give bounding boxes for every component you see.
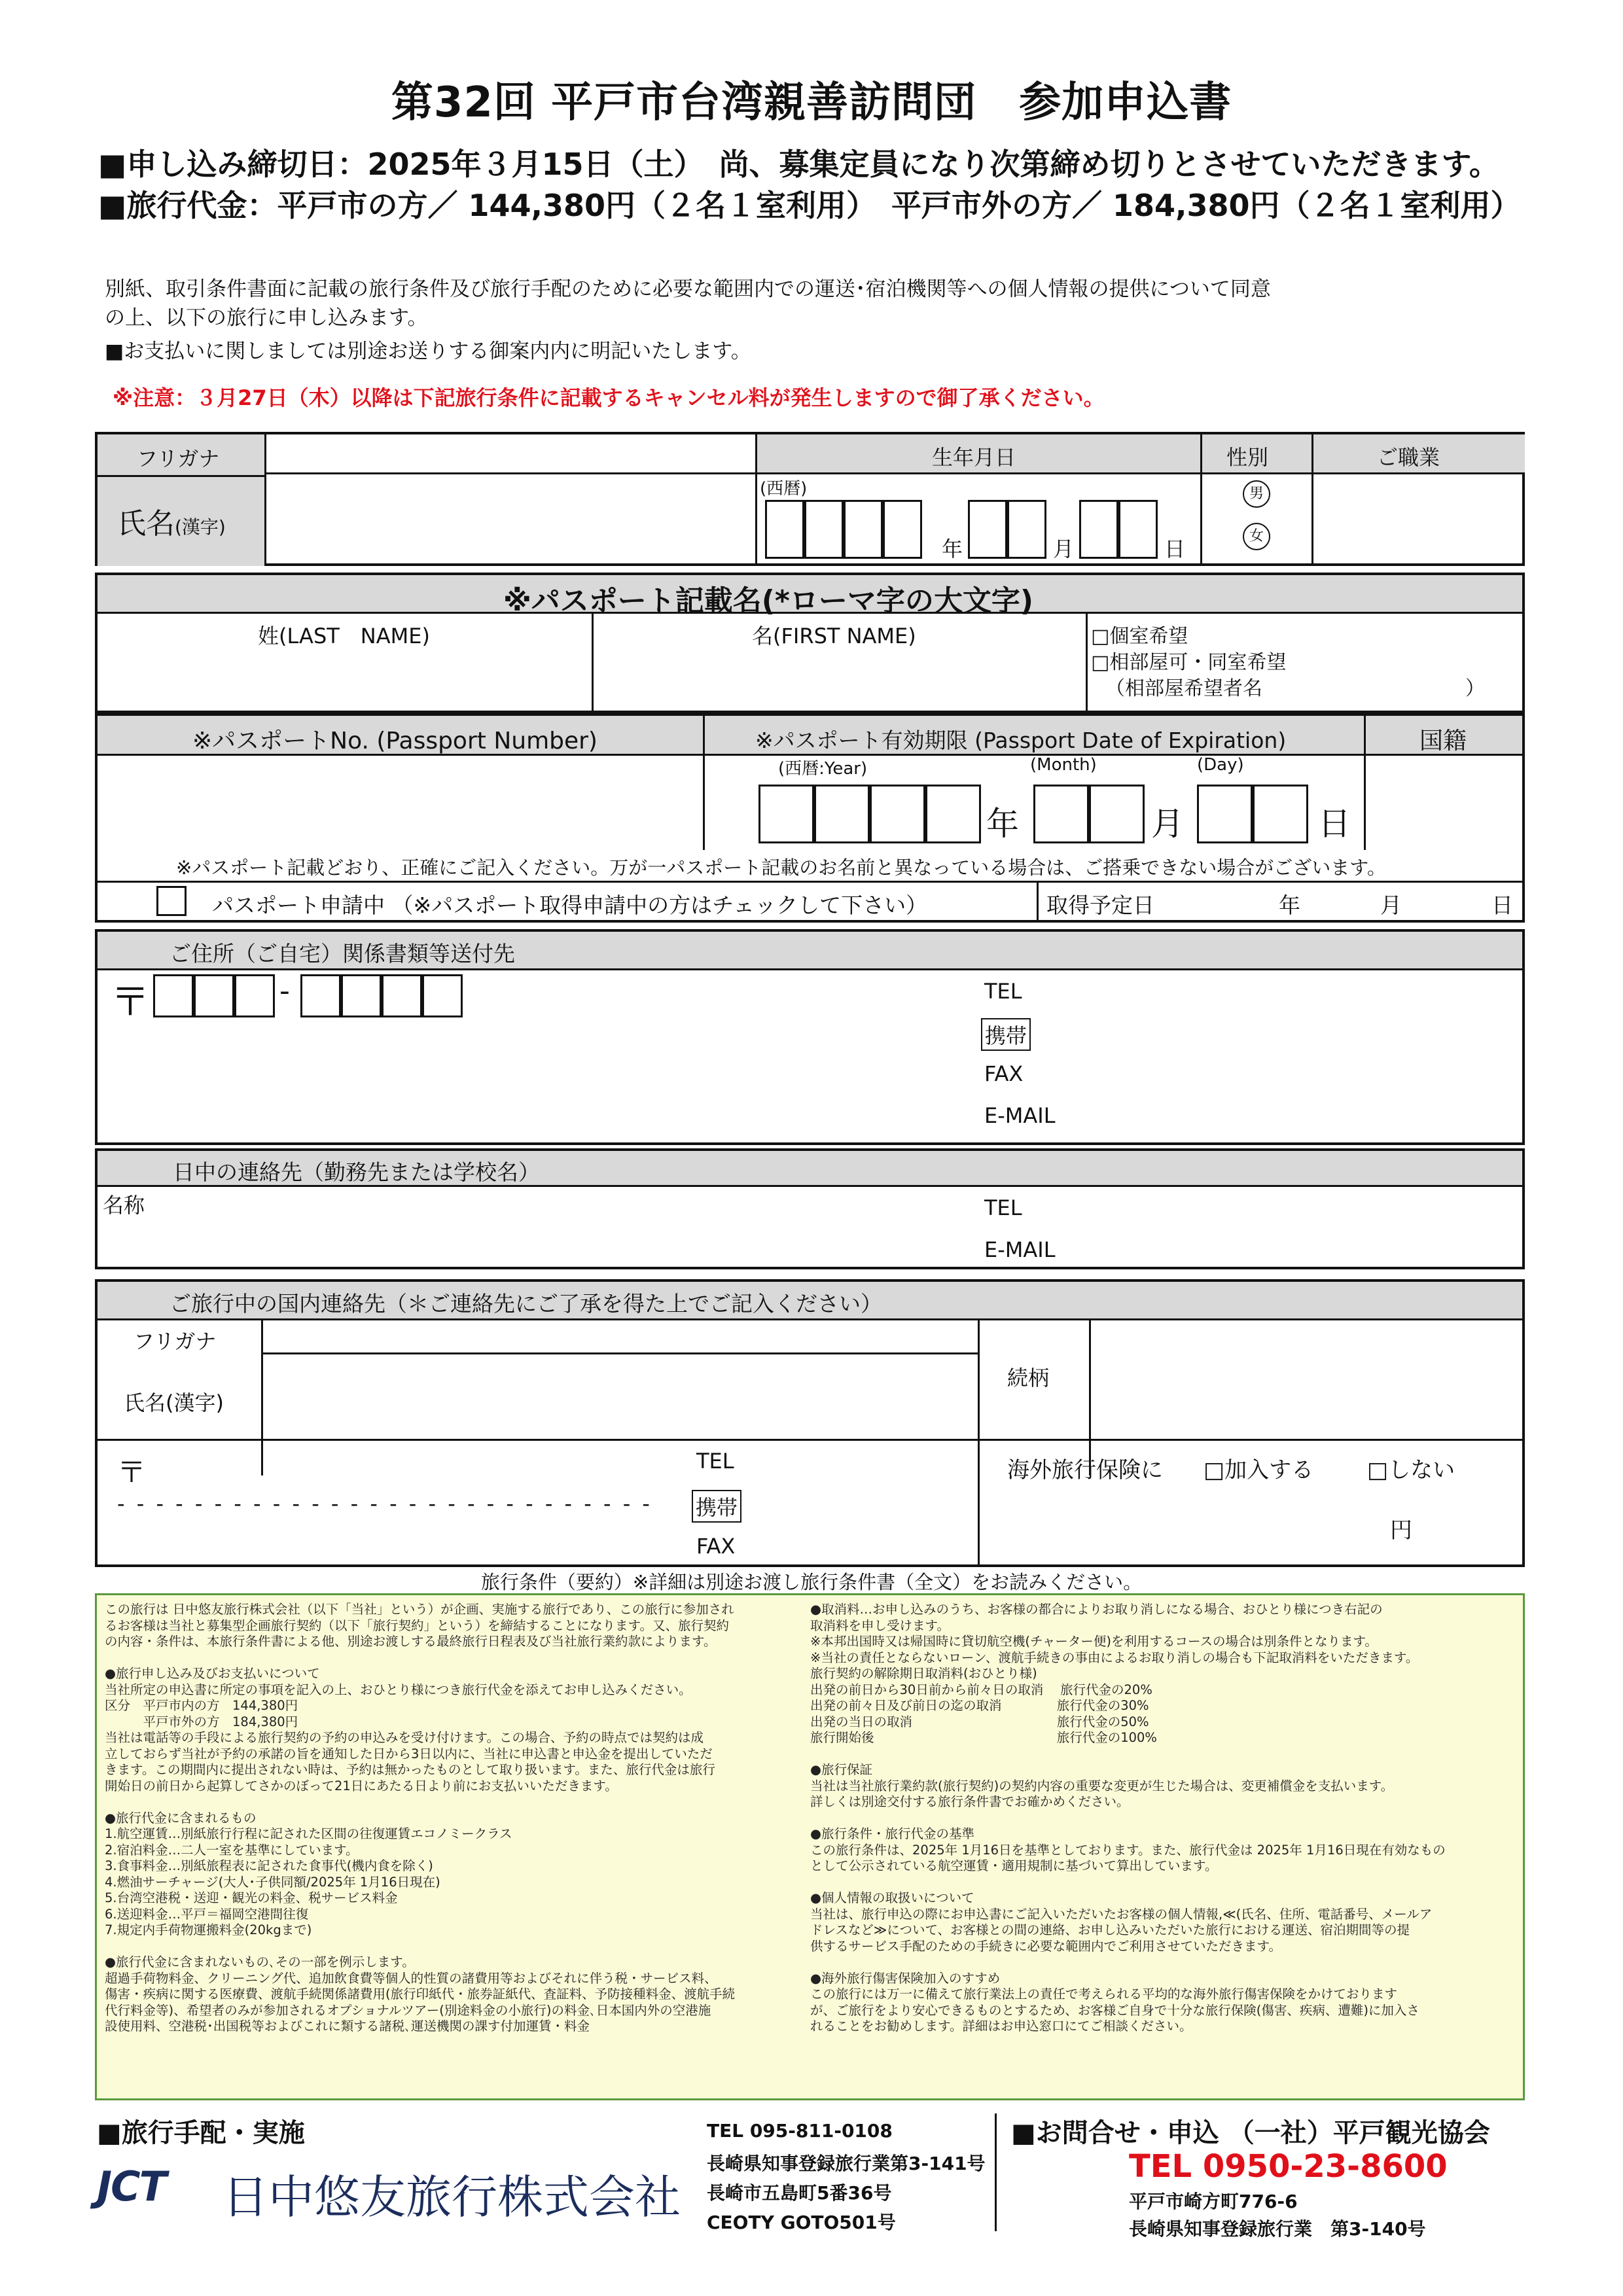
postal-digit-1[interactable] [153, 974, 194, 1017]
exp-year-digit-4[interactable] [925, 785, 981, 843]
postal-digit-7[interactable] [422, 974, 463, 1017]
jct-logo [97, 2163, 208, 2208]
conditions-title: 旅行条件（要約）※詳細は別途お渡し旅行条件書（全文）をお読みください。 [480, 1571, 1143, 1593]
nationality-label: 国籍 [1419, 728, 1467, 754]
planned-month-unit: 月 [1380, 892, 1402, 918]
contact-label: ■お問合せ・申込 （一社）平戸観光協会 [1011, 2118, 1490, 2148]
passport-applying-label: パスポート申請中 （※パスポート取得申請中の方はチェックして下さい） [212, 892, 928, 918]
home-tel-label: TEL [984, 979, 1022, 1004]
domestic-address-dashes: - - - - - - - - - - - - - - - - - - - - - - - - - - - - [117, 1491, 652, 1516]
planned-day-unit: 日 [1491, 892, 1513, 918]
exp-year-unit: 年 [986, 805, 1019, 843]
passport-no-input[interactable] [101, 758, 700, 848]
company-input[interactable] [156, 1189, 968, 1264]
planned-date-label: 取得予定日 [1046, 892, 1154, 918]
gender-label: 性別 [1226, 445, 1269, 470]
birth-month-digit-2[interactable] [1007, 500, 1046, 559]
home-fax-label: FAX [984, 1061, 1024, 1086]
organizer-building: CEOTY GOTO501号 [707, 2212, 896, 2233]
first-name-label: 名(FIRST NAME) [752, 624, 916, 648]
home-address-title: ご住所（ご自宅）関係書類等送付先 [169, 941, 515, 966]
shared-room-checkbox[interactable]: □相部屋可・同室希望 [1091, 651, 1287, 674]
seireki-label: (西暦) [760, 479, 808, 499]
domestic-mobile-label: 携帯 [692, 1490, 741, 1523]
birth-year-digit-3[interactable] [844, 500, 883, 559]
furigana-label: フリガナ [137, 446, 220, 471]
planned-year-unit: 年 [1279, 892, 1300, 918]
organizer-label: ■旅行手配・実施 [97, 2118, 305, 2148]
passport-note: ※パスポート記載どおり、正確にご記入ください。万が一パスポート記載のお名前と異なっている場合は、ご搭乗できない場合がございます。 [176, 857, 1386, 879]
domestic-tel-label: TEL [696, 1449, 734, 1474]
job-input[interactable] [1316, 476, 1522, 563]
domestic-postal-mark: 〒 [117, 1456, 146, 1489]
postal-digit-5[interactable] [341, 974, 382, 1017]
relation-input[interactable] [1094, 1322, 1520, 1436]
exp-year-digit-2[interactable] [814, 785, 870, 843]
contact-tel: TEL 0950-23-8600 [1129, 2148, 1448, 2185]
price-line: ■旅行代金：平戸市の方／ 144,380円（２名１室利用） 平戸市外の方／ 184,380円（２名１室利用） [98, 188, 1521, 223]
company-label: 名称 [103, 1193, 145, 1218]
domestic-furigana-input[interactable] [266, 1322, 974, 1350]
postal-digit-2[interactable] [194, 974, 234, 1017]
furigana-input[interactable] [269, 438, 752, 470]
exp-month-digit-1[interactable] [1033, 785, 1089, 843]
passport-applying-checkbox[interactable] [156, 886, 187, 916]
passport-detail-section [95, 713, 1525, 923]
birth-day-digit-2[interactable] [1118, 500, 1158, 559]
conditions-left-text: この旅行は 日中悠友旅行株式会社（以下「当社」という）が企画、実施する旅行であり、この旅行に参加され るお客様は当社と募集型企画旅行契約（以下「旅行契約」という）を締結することになります。又、旅行契約 の内容・条件は、本旅行条件書による他、別途お渡しする最終旅行日程表及び当社旅行業約款によります。 ●旅行申し込み及びお支払いについて 当社所定の申込書に所定の事項を記入の上、おひとり様につき旅行代金を添えてお申し込みください。 区分 平戸市内の方 144,380円 平戸市外の方 184,380円 当社は電話等の手段による旅行契約の予約の申込みを受け付けます。この場合、予約の時点では契約は成 立しておらず当社が予約の承諾の旨を通知した日から3日以内に、当社に申込書と申込金を提出していただ きます。この期間内に提出されない時は、予約は無かったものとして取り扱います。また、旅行代金は旅行 開始日の前日から起算してさかのぼって21日にあたる日より前にお支払いいただきます。 ●旅行代金に含まれるもの 1.航空運賃…別紙旅行行程に記された区間の往復運賃エコノミークラス 2.宿泊料金…二人一室を基準にしています。 3.食事料金…別紙旅程表に記された食事代(機内食を除く) 4.燃油サーチャージ(大人･子供同額/2025年 1月16日現在) 5.台湾空港税・送迎・観光の料金、税サービス料金 6.送迎料金…平戸＝福岡空港間往復 7.規定内手荷物運搬料金(20kgまで) ●旅行代金に含まれないもの､その一部を例示します。 超過手荷物料金、クリーニング代、追加飲食費等個人的性質の諸費用等およびそれに伴う税・サービス料、 傷害・疾病に関する医療費、渡航手続関係諸費用(旅行印紙代・旅券証紙代、査証料、予防接種料金、渡航手続 代行料金等)、希望者のみが参加されるオプショナルツアー(別途料金の小旅行)の料金､日本国内外の空港施 設使用料、空港税･出国税等およびこれに類する諸税､運送機関の課す付加運賃・料金 [105, 1602, 736, 2034]
home-mobile-label: 携帯 [981, 1018, 1031, 1051]
exp-year-digit-1[interactable] [758, 785, 814, 843]
name-input[interactable] [269, 478, 752, 563]
passport-exp-label: ※パスポート有効期限 (Passport Date of Expiration) [755, 728, 1287, 753]
home-email-label: E-MAIL [984, 1103, 1056, 1128]
exp-day-digit-1[interactable] [1197, 785, 1253, 843]
relation-label: 続柄 [1007, 1366, 1050, 1390]
job-label: ご職業 [1377, 445, 1440, 470]
page-title: 第32回 平戸市台湾親善訪問団 参加申込書 [391, 79, 1232, 127]
daytime-contact-title: 日中の連絡先（勤務先または学校名） [173, 1159, 540, 1185]
conditions-box [95, 1593, 1525, 2100]
daytime-contact-section [95, 1148, 1525, 1269]
roommate-paren: ） [1465, 677, 1485, 700]
organizer-address: 長崎市五島町5番36号 [707, 2182, 892, 2204]
birth-label: 生年月日 [932, 445, 1016, 470]
first-name-input[interactable] [596, 647, 1082, 711]
home-address-input[interactable] [104, 1023, 968, 1141]
insurance-no-checkbox[interactable]: □しない [1367, 1457, 1455, 1483]
insurance-yen-unit: 円 [1390, 1517, 1412, 1544]
exp-year-digit-3[interactable] [870, 785, 925, 843]
gender-female-option[interactable]: 女 [1243, 523, 1270, 550]
passport-name-section [95, 573, 1525, 713]
postal-digit-4[interactable] [300, 974, 341, 1017]
exp-day-digit-2[interactable] [1253, 785, 1308, 843]
applicant-section [95, 432, 1525, 566]
contact-address: 平戸市崎方町776-6 [1129, 2191, 1298, 2212]
domestic-fax-label: FAX [696, 1534, 736, 1559]
organizer-tel: TEL 095-811-0108 [707, 2120, 893, 2142]
conditions-right-text: ●取消料…お申し込みのうち、お客様の都合によりお取り消しになる場合、おひとり様につき右記の 取消料を申し受けます。 ※本邦出国時又は帰国時に貸切航空機(チャーター便)を利用するコースの場合は別条件となります。 ※当社の責任とならないローン、渡航手続きの事由によるお取り消しの場合も下記取消料をいただきます。 旅行契約の解除期日取消料(おひとり様) 出発の前日から30日前から前々日の取消 旅行代金の20% 出発の前々日及び前日の迄の取消 旅行代金の30% 出発の当日の取消 旅行代金の50% 旅行開始後 旅行代金の100% ●旅行保証 当社は当社旅行業約款(旅行契約)の契約内容の重要な変更が生じた場合は、変更補償金を支払います。 詳しくは別途交付する旅行条件書でお確かめください。 ●旅行条件・旅行代金の基準 この旅行条件は、2025年 1月16日を基準としております。また、旅行代金は 2025年 1月16日現在有効なもの として公示されている航空運賃・適用規制に基づいて算出しています。 ●個人情報の取扱いについて 当社は、旅行申込の際にお申込書にご記入いただいたお客様の個人情報,≪(氏名、住所、電話番号、メールア ドレスなど≫について、お客様との間の連絡、お申し込みいただいた旅行における運送、宿泊期間等の提 供するサービス手配のための手続きに必要な範囲内でご利用させていただきます。 ●海外旅行傷害保険加入のすすめ この旅行には万一に備えて旅行業法上の責任で考えられる平均的な海外旅行傷害保険をかけております が、ご旅行をより安心できるものとするため、お客様ご自身で十分な旅行保険(傷害、疾病、遭難)に加入さ れることをお勧めします。詳細はお申込窓口にてご相談ください。 [810, 1602, 1446, 2034]
contact-registration: 長崎県知事登録旅行業 第3-140号 [1129, 2218, 1426, 2240]
organizer-company: 日中悠友旅行株式会社 [223, 2170, 681, 2224]
home-address-section [95, 929, 1525, 1145]
birth-year-unit: 年 [942, 537, 963, 561]
passport-no-label: ※パスポートNo. (Passport Number) [192, 728, 597, 754]
domestic-contact-title: ご旅行中の国内連絡先（＊ご連絡先にご了承を得た上でご記入ください） [169, 1291, 882, 1316]
roommate-label: （相部屋希望者名 [1105, 677, 1262, 700]
intro-line-3: ■お支払いに関しましては別途お送りする御案内内に明記いたします。 [105, 340, 751, 363]
name-label: 氏名(漢字) [117, 507, 226, 540]
postal-digit-6[interactable] [382, 974, 422, 1017]
domestic-name-input[interactable] [266, 1356, 974, 1436]
domestic-name-label: 氏名(漢字) [124, 1390, 224, 1415]
birth-month-digit-1[interactable] [968, 500, 1007, 559]
footer-divider [995, 2113, 997, 2231]
daytime-email-label: E-MAIL [984, 1237, 1056, 1262]
insurance-label: 海外旅行保険に [1007, 1457, 1163, 1483]
exp-year-caption: (西暦:Year) [778, 759, 868, 779]
exp-day-unit: 日 [1318, 805, 1351, 843]
domestic-contact-section [95, 1279, 1525, 1567]
domestic-address-input[interactable] [156, 1447, 772, 1486]
last-name-input[interactable] [101, 647, 588, 711]
domestic-furigana-label: フリガナ [134, 1329, 217, 1354]
exp-month-unit: 月 [1151, 805, 1184, 843]
deadline-line: ■申し込み締切日：2025年３月15日（土） 尚、募集定員になり次第締め切りとさせていただきます。 [98, 147, 1499, 182]
last-name-label: 姓(LAST NAME) [258, 624, 430, 648]
insurance-yes-checkbox[interactable]: □加入する [1204, 1457, 1314, 1483]
jct-logo-text: JCT [97, 2163, 166, 2210]
birth-year-digit-2[interactable] [804, 500, 844, 559]
birth-day-unit: 日 [1164, 537, 1186, 561]
birth-year-digit-1[interactable] [765, 500, 804, 559]
gender-male-option[interactable]: 男 [1243, 480, 1270, 508]
organizer-registration: 長崎県知事登録旅行業第3-141号 [707, 2153, 986, 2174]
postal-mark: 〒 [111, 980, 150, 1025]
birth-year-digit-4[interactable] [883, 500, 922, 559]
intro-line-2: の上、以下の旅行に申し込みます。 [105, 306, 428, 330]
intro-line-1: 別紙、取引条件書面に記載の旅行条件及び旅行手配のために必要な範囲内での運送･宿泊機関等への個人情報の提供について同意 [105, 277, 1271, 301]
single-room-checkbox[interactable]: □個室希望 [1091, 625, 1188, 648]
postal-dash: - [279, 974, 290, 1008]
exp-day-caption: (Day) [1197, 755, 1244, 775]
daytime-tel-label: TEL [984, 1195, 1022, 1220]
birth-month-unit: 月 [1053, 537, 1075, 561]
nationality-input[interactable] [1368, 758, 1520, 848]
birth-day-digit-1[interactable] [1079, 500, 1118, 559]
exp-month-digit-2[interactable] [1089, 785, 1145, 843]
cancel-notice: ※注意：３月27日（木）以降は下記旅行条件に記載するキャンセル料が発生しますので御了承ください。 [113, 385, 1105, 410]
passport-name-title: ※パスポート記載名(*ローマ字の大文字) [503, 584, 1034, 618]
postal-digit-3[interactable] [234, 974, 275, 1017]
exp-month-caption: (Month) [1030, 755, 1097, 775]
